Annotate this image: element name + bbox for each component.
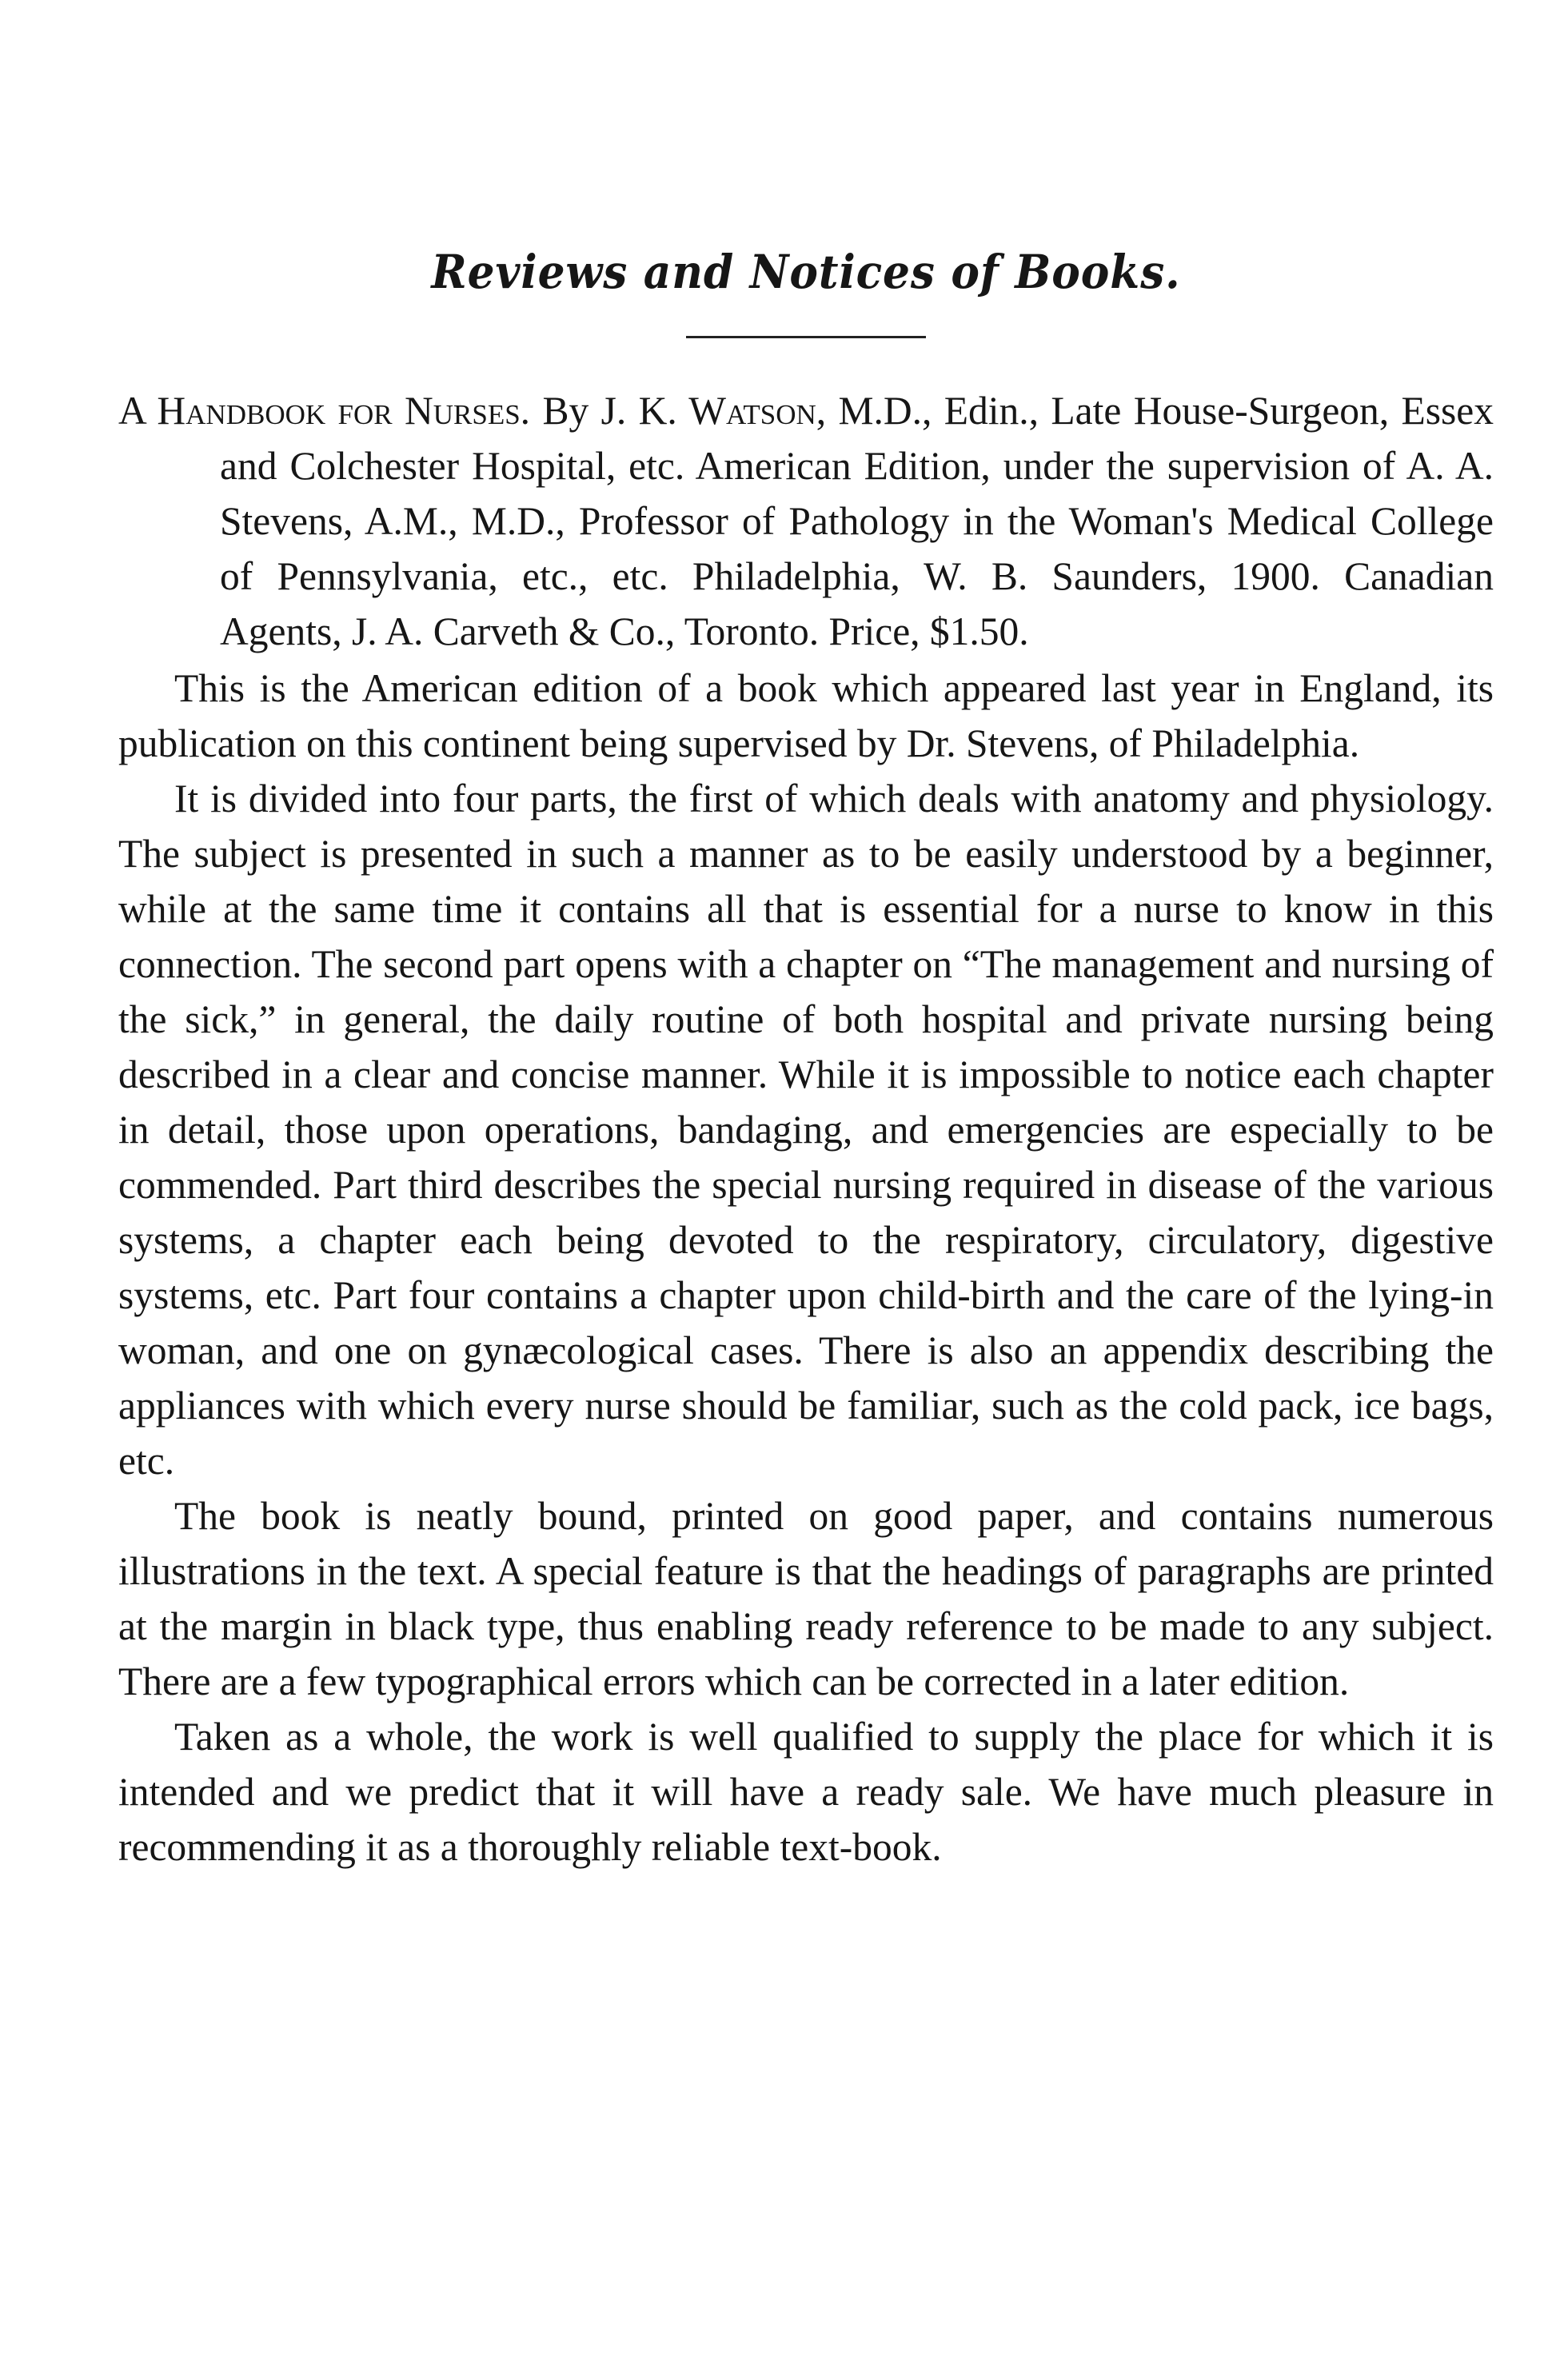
citation-details: M.D., Edin., Late House-Surgeon, Essex and Colchester Hospital, etc. American Edition, under the supervision of A. A. Stevens, A.M., M.D., Professor of Pathology in the Woman's Medical College of Pennsylvania, etc., etc. Philadelphia, W. B. Saunders, 1900. Canadian Agents, J. A. Carveth & Co., Toronto. Price, $1.50. bbox=[220, 389, 1494, 653]
title-rule bbox=[686, 336, 926, 338]
section-title: Reviews and Notices of Books. bbox=[431, 245, 1181, 299]
review-paragraph-2: It is divided into four parts, the first of which deals with anatomy and physiology. The subject is presented in such a manner as to be easily understood by a beginner, while at the same time it contains all that is essential for a nurse to know in this connection. The second part opens with a chapter on “The management and nursing of the sick,” in general, the daily routine of both hospital and private nursing being described in a clear and concise manner. While it is impossible to notice each chapter in detail, those upon operations, bandaging, and emergencies are especially to be commended. Part third describes the special nursing required in disease of the various systems, a chapter each being devoted to the respiratory, circulatory, digestive systems, etc. Part four contains a chapter upon child-birth and the care of the lying-in woman, and one on gynæcological cases. There is also an appendix describing the appliances with which every nurse should be familiar, such as the cold pack, ice bags, etc. bbox=[118, 777, 1494, 1483]
review-paragraph-4: Taken as a whole, the work is well qualified to supply the place for which it is intended and we predict that it will have a ready sale. We have much pleasure in recommending it as a thoroughly reliable text-book. bbox=[118, 1715, 1494, 1869]
document-page bbox=[118, 240, 1494, 1875]
review-paragraph-1: This is the American edition of a book which appeared last year in England, its publication on this continent being supervised by Dr. Stevens, of Philadelphia. bbox=[118, 666, 1494, 765]
book-author: J. K. Watson, bbox=[600, 389, 827, 433]
book-title: A Handbook for Nurses. bbox=[118, 389, 531, 433]
book-citation bbox=[118, 383, 1494, 659]
by-prefix: By bbox=[542, 389, 589, 433]
review-paragraph-3: The book is neatly bound, printed on good paper, and contains numerous illustrations in the text. A special feature is that the headings of paragraphs are printed at the margin in black type, thus enabling ready reference to be made to any subject. There are a few typographical errors which can be corrected in a later edition. bbox=[118, 1494, 1494, 1703]
